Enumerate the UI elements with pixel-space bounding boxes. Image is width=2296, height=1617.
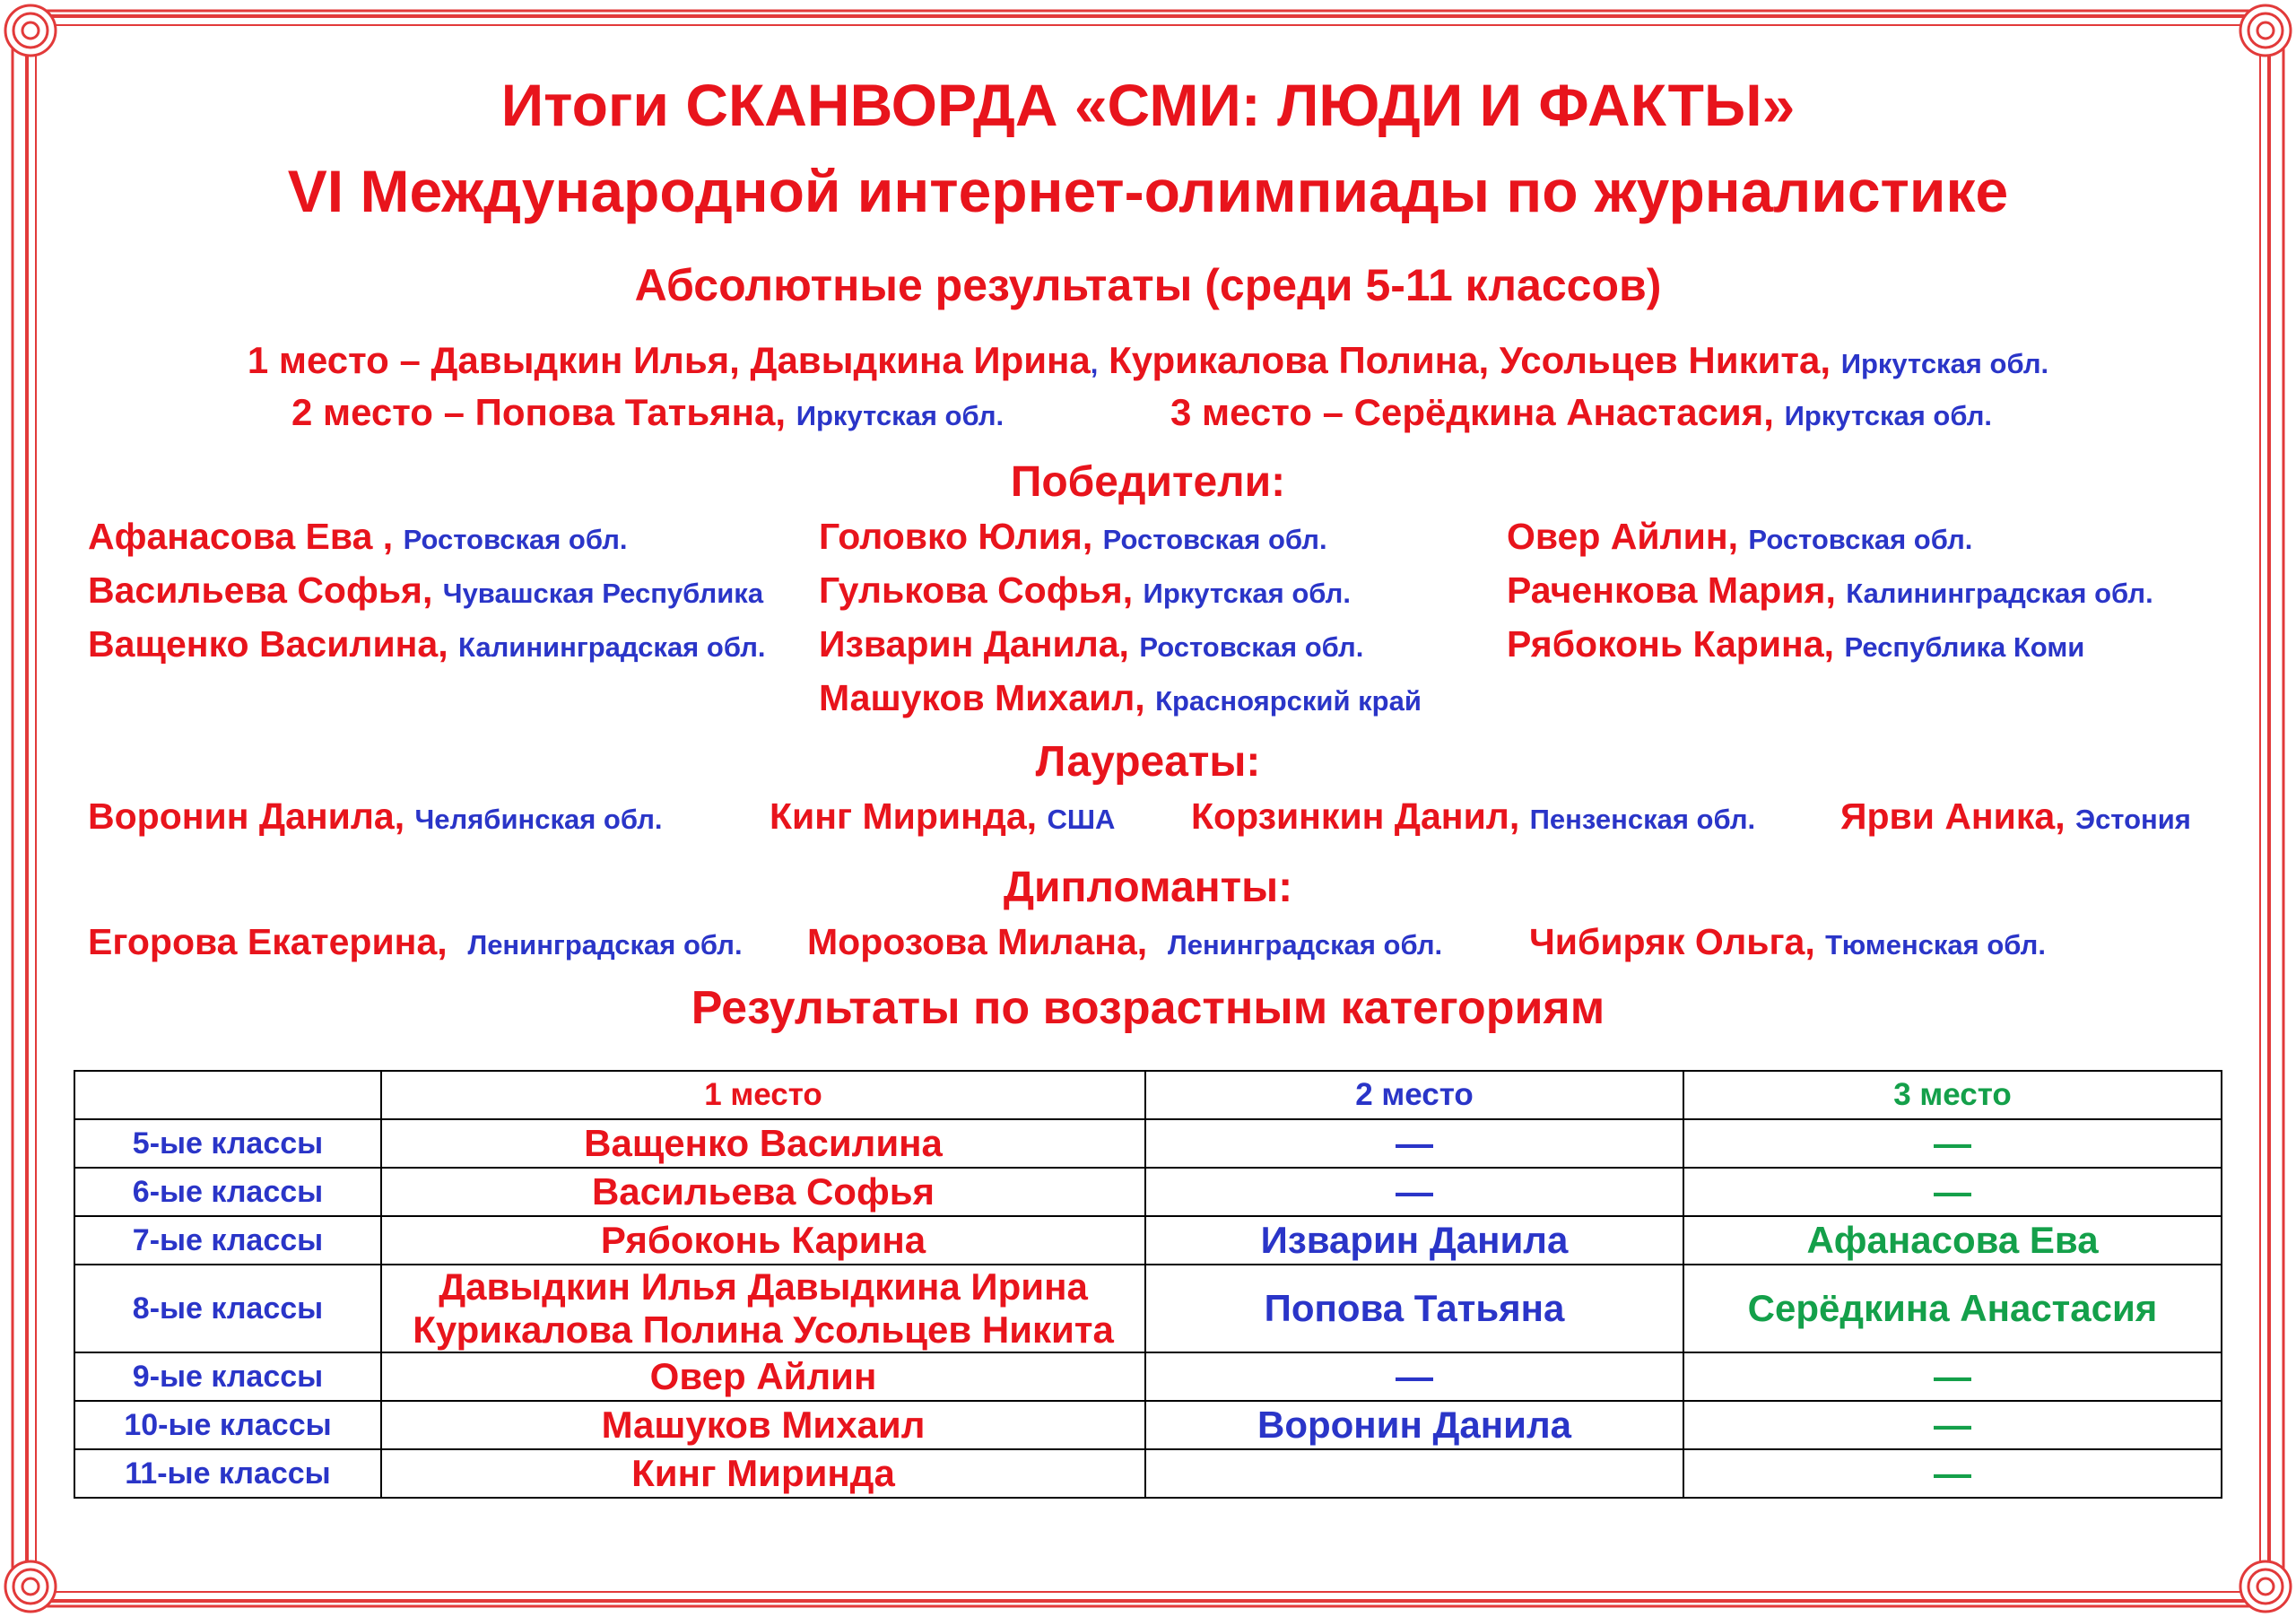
laureate-region: Челябинская обл. <box>414 804 663 835</box>
laureate-entry <box>88 791 663 845</box>
winner-region: Калининградская обл. <box>458 631 766 663</box>
diploma-region: Ленинградская обл. <box>1167 929 1443 961</box>
table-row <box>74 1168 2222 1216</box>
winner-region: Красноярский край <box>1155 685 1422 717</box>
first-place-region: Иркутская обл. <box>1840 348 2049 379</box>
second-place-cell: — <box>1145 1168 1683 1216</box>
winner-name: Гулькова Софья, <box>819 569 1134 611</box>
winner-entry <box>88 565 766 619</box>
winner-name: Рябоконь Карина, <box>1507 623 1835 665</box>
winner-entry <box>819 511 1422 565</box>
page-title: Итоги СКАНВОРДА «СМИ: ЛЮДИ И ФАКТЫ» <box>500 72 1796 138</box>
table-header-cell: 1 место <box>381 1071 1145 1119</box>
diploma-entry <box>1529 917 2046 970</box>
winner-entry <box>88 619 766 673</box>
first-place-cell: Ващенко Василина <box>381 1119 1145 1168</box>
winner-name: Ващенко Василина, <box>88 623 448 665</box>
laureate-entry <box>770 791 1115 845</box>
laureate-name: Корзинкин Данил, <box>1191 795 1520 837</box>
table-header-cell: 2 место <box>1145 1071 1683 1119</box>
grade-cell: 9-ые классы <box>74 1352 381 1401</box>
winner-region: Ростовская обл. <box>403 524 628 555</box>
winners-column-2 <box>819 511 1422 726</box>
laureate-region: Пензенская обл. <box>1529 804 1756 835</box>
second-place-cell: Воронин Данила <box>1145 1401 1683 1449</box>
winner-region: Республика Коми <box>1844 631 2085 663</box>
laureate-name: Ярви Аника, <box>1840 795 2066 837</box>
grade-cell: 6-ые классы <box>74 1168 381 1216</box>
age-results-heading: Результаты по возрастным категориям <box>691 982 1605 1034</box>
third-place-cell: — <box>1683 1352 2222 1401</box>
absolute-first-place <box>0 335 2296 390</box>
third-place-cell: — <box>1683 1168 2222 1216</box>
first-place-cell: Овер Айлин <box>381 1352 1145 1401</box>
third-place-cell: — <box>1683 1449 2222 1498</box>
winner-name: Овер Айлин, <box>1507 516 1739 557</box>
grade-cell: 5-ые классы <box>74 1119 381 1168</box>
winner-region: Чувашская Республика <box>442 578 764 609</box>
winners-column-3 <box>1507 511 2153 673</box>
table-row <box>74 1216 2222 1265</box>
winner-region: Иркутская обл. <box>1143 578 1351 609</box>
absolute-third-place <box>1170 387 1992 442</box>
diploma-entry <box>807 917 1442 970</box>
table-row <box>74 1265 2222 1352</box>
first-place-cell: Рябоконь Карина <box>381 1216 1145 1265</box>
first-place-cell: Машуков Михаил <box>381 1401 1145 1449</box>
second-place-cell: Попова Татьяна <box>1145 1265 1683 1352</box>
second-place-name: 2 место – Попова Татьяна, <box>291 391 787 433</box>
third-place-name: 3 место – Серёдкина Анастасия, <box>1170 391 1774 433</box>
grade-cell: 7-ые классы <box>74 1216 381 1265</box>
table-header-cell: 3 место <box>1683 1071 2222 1119</box>
laureate-name: Воронин Данила, <box>88 795 405 837</box>
winner-name: Раченкова Мария, <box>1507 569 1836 611</box>
winner-name: Васильева Софья, <box>88 569 433 611</box>
second-place-cell: — <box>1145 1352 1683 1401</box>
second-place-region: Иркутская обл. <box>796 400 1004 431</box>
laureate-name: Кинг Миринда, <box>770 795 1038 837</box>
grade-cell: 11-ые классы <box>74 1449 381 1498</box>
laureate-region: США <box>1047 804 1116 835</box>
winner-region: Ростовская обл. <box>1748 524 1973 555</box>
first-place-names: 1 место – Давыдкин Илья, Давыдкина Ирина <box>247 339 1091 381</box>
winners-heading: Победители: <box>1010 458 1286 506</box>
winner-region: Калининградская обл. <box>1846 578 2153 609</box>
winner-region: Ростовская обл. <box>1102 524 1327 555</box>
table-row <box>74 1401 2222 1449</box>
winner-entry <box>819 673 1422 726</box>
diploma-name: Морозова Милана, <box>807 921 1148 962</box>
winner-name: Афанасова Ева , <box>88 516 394 557</box>
winners-column-1 <box>88 511 766 673</box>
absolute-second-place <box>291 387 1004 442</box>
winner-entry <box>819 565 1422 619</box>
winner-name: Машуков Михаил, <box>819 677 1145 718</box>
third-place-cell: Афанасова Ева <box>1683 1216 2222 1265</box>
diploma-entry <box>88 917 743 970</box>
winner-entry <box>1507 511 2153 565</box>
winner-entry <box>819 619 1422 673</box>
winner-region: Ростовская обл. <box>1139 631 1364 663</box>
winner-entry <box>1507 619 2153 673</box>
winner-entry <box>1507 565 2153 619</box>
first-place-separator: , <box>1090 348 1099 379</box>
winner-entry <box>88 511 766 565</box>
diplomas-heading: Дипломанты: <box>1003 864 1293 911</box>
diploma-region: Ленинградская обл. <box>467 929 743 961</box>
table-row <box>74 1352 2222 1401</box>
second-place-cell <box>1145 1449 1683 1498</box>
diploma-region: Тюменская обл. <box>1825 929 2046 961</box>
table-header-row <box>74 1071 2222 1119</box>
grade-cell: 10-ые классы <box>74 1401 381 1449</box>
first-place-cell: Васильева Софья <box>381 1168 1145 1216</box>
first-place-cell: Кинг Миринда <box>381 1449 1145 1498</box>
page-subtitle: VI Международной интернет-олимпиады по журналистике <box>287 158 2009 224</box>
age-results-table <box>74 1070 2222 1499</box>
first-place-names-rest: Курикалова Полина, Усольцев Никита, <box>1098 339 1831 381</box>
table-row <box>74 1119 2222 1168</box>
third-place-cell: Серёдкина Анастасия <box>1683 1265 2222 1352</box>
winner-name: Головко Юлия, <box>819 516 1093 557</box>
laureate-entry <box>1840 791 2191 845</box>
diploma-name: Егорова Екатерина, <box>88 921 448 962</box>
laureates-heading: Лауреаты: <box>1035 738 1261 786</box>
third-place-region: Иркутская обл. <box>1784 400 1993 431</box>
diploma-name: Чибиряк Ольга, <box>1529 921 1815 962</box>
table-row <box>74 1449 2222 1498</box>
first-place-cell <box>381 1265 1145 1352</box>
third-place-cell: — <box>1683 1119 2222 1168</box>
first-place-line: Курикалова Полина Усольцев Никита <box>413 1308 1114 1351</box>
first-place-line: Давыдкин Илья Давыдкина Ирина <box>439 1265 1088 1308</box>
second-place-cell: — <box>1145 1119 1683 1168</box>
second-place-cell: Изварин Данила <box>1145 1216 1683 1265</box>
laureate-region: Эстония <box>2075 804 2191 835</box>
third-place-cell: — <box>1683 1401 2222 1449</box>
grade-cell: 8-ые классы <box>74 1265 381 1352</box>
table-header-cell <box>74 1071 381 1119</box>
absolute-results-heading: Абсолютные результаты (среди 5-11 классов) <box>634 260 1662 310</box>
laureate-entry <box>1191 791 1755 845</box>
winner-name: Изварин Данила, <box>819 623 1129 665</box>
